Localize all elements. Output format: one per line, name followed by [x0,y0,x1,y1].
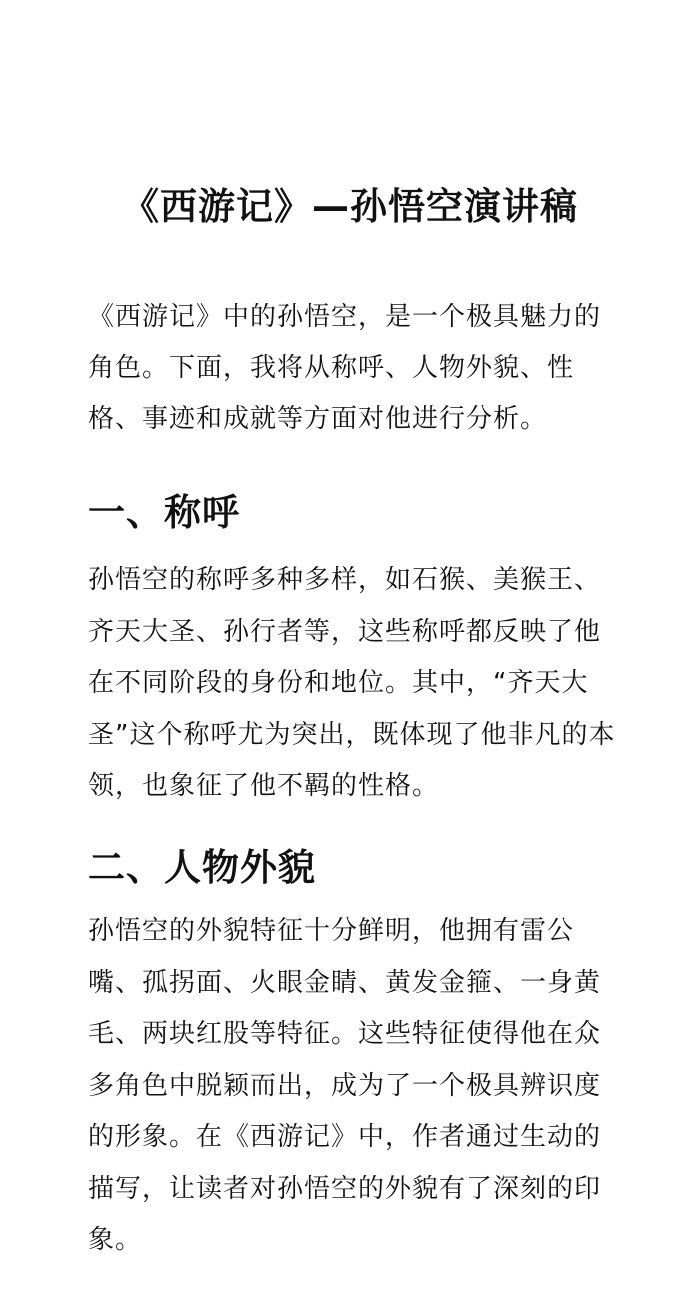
section-body-appearance: 孙悟空的外貌特征十分鲜明，他拥有雷公嘴、孤拐面、火眼金睛、黄发金箍、一身黄毛、两块红股等特征。这些特征使得他在众多角色中脱颖而出，成为了一个极具辨识度的形象。在《西游记》中，作者通过生动的描写，让读者对孙悟空的外貌有了深刻的印象。 [88,916,602,1255]
intro-paragraph: 《西游记》中的孙悟空，是一个极具魅力的角色。下面，我将从称呼、人物外貌、性格、事迹和成就等方面对他进行分析。 [88,302,602,434]
document-title: 《西游记》—孙悟空演讲稿 [122,185,578,228]
section-heading-titles: 一、称呼 [88,491,240,534]
section-heading-appearance: 二、人物外貌 [88,846,316,889]
section-body-titles: 孙悟空的称呼多种多样，如石猴、美猴王、齐天大圣、孙行者等，这些称呼都反映了他在不同阶段的身份和地位。其中，“齐天大圣”这个称呼尤为突出，既体现了他非凡的本领，也象征了他不羁的性格。 [88,565,616,801]
